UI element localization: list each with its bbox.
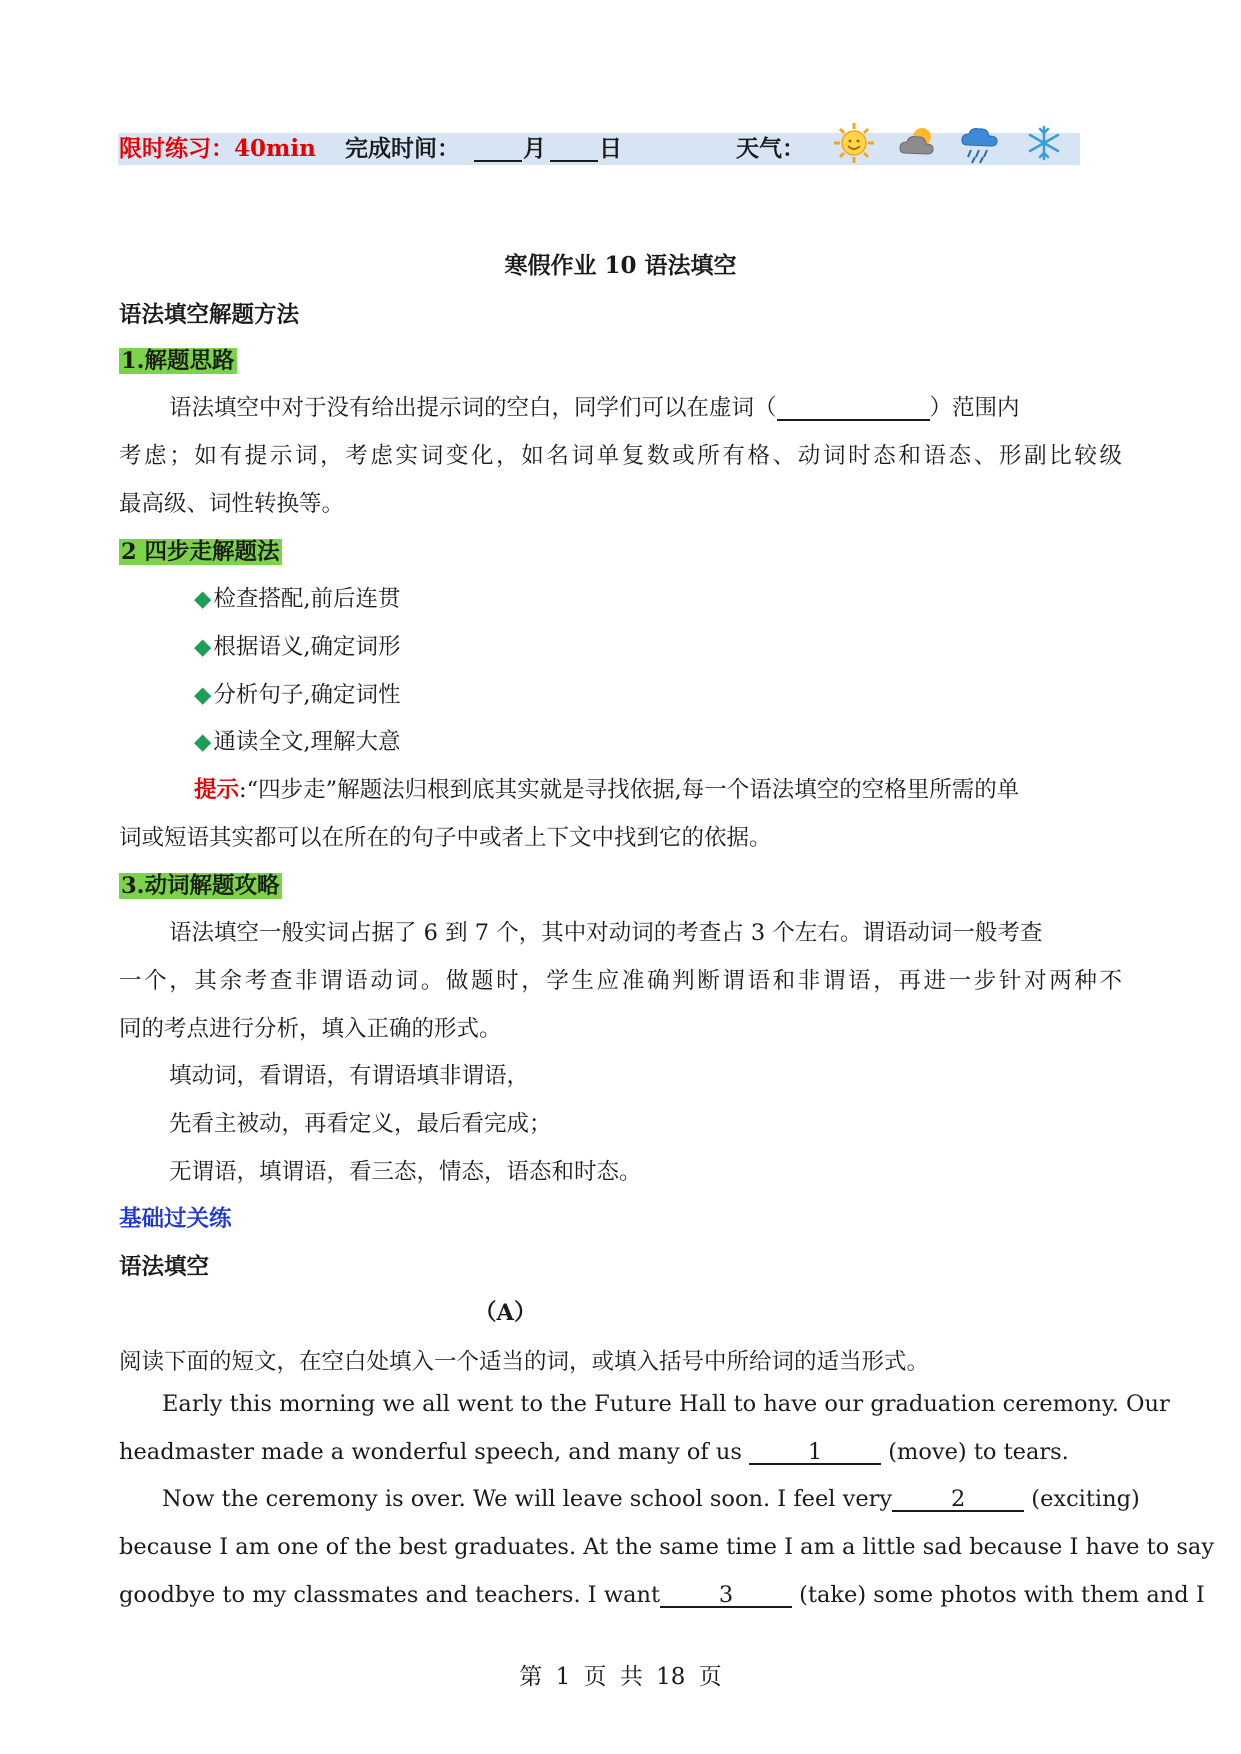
s1-line3: 最高级、词性转换等。 <box>119 491 345 517</box>
weather-label: 天气： <box>736 135 805 162</box>
passage-p2-line1-b: (exciting) <box>1024 1486 1140 1512</box>
step-item: ◆分析句子,确定词性 <box>194 682 401 708</box>
passage-p1-line2-a: headmaster made a wonderful speech, and many of us <box>119 1439 750 1465</box>
blank-2[interactable]: 2 <box>892 1488 1024 1512</box>
s1-line1-a: 语法填空中对于没有给出提示词的空白，同学们可以在虚词（ <box>169 395 777 421</box>
page-footer: 第 1 页 共 18 页 <box>519 1664 722 1690</box>
diamond-icon: ◆ <box>194 682 212 708</box>
day-label: 日 <box>599 135 622 162</box>
passage-p2-line2: because I am one of the best graduates. At the same time I am a little sad because I have to say <box>119 1534 1215 1560</box>
part-label: （A） <box>474 1300 537 1326</box>
practice-heading: 基础过关练 <box>119 1206 232 1232</box>
partly-cloudy-icon <box>895 121 941 165</box>
blank-3[interactable]: 3 <box>660 1584 792 1608</box>
completion-label: 完成时间： <box>345 135 460 162</box>
s1-heading: 1.解题思路 <box>121 348 235 374</box>
day-blank[interactable] <box>550 160 598 162</box>
rain-icon <box>958 121 1004 165</box>
step-item: ◆检查搭配,前后连贯 <box>194 586 401 612</box>
passage-p1-line2-b: (move) to tears. <box>881 1439 1069 1465</box>
instruction: 阅读下面的短文，在空白处填入一个适当的词，或填入括号中所给词的适当形式。 <box>119 1349 930 1375</box>
s2-heading: 2 四步走解题法 <box>121 539 280 565</box>
sun-icon <box>831 121 877 165</box>
diamond-icon: ◆ <box>194 729 212 755</box>
s1-line1-b: ）范围内 <box>929 395 1020 421</box>
month-label: 月 <box>523 135 546 162</box>
passage-p2-line3-b: (take) some photos with them and I <box>792 1582 1205 1608</box>
hint-line1: :“四步走”解题法归根到底其实就是寻找依据,每一个语法填空的空格里所需的单 <box>239 777 1020 803</box>
step-item: ◆根据语义,确定词形 <box>194 634 401 660</box>
s1-line2: 考虑；如有提示词，考虑实词变化，如名词单复数或所有格、动词时态和语态、形副比较级 <box>119 443 1122 469</box>
s3-line2: 一个，其余考查非谓语动词。做题时，学生应准确判断谓语和非谓语，再进一步针对两种不 <box>119 968 1122 994</box>
step-item: ◆通读全文,理解大意 <box>194 729 401 755</box>
section-heading: 语法填空解题方法 <box>119 302 300 328</box>
snowflake-icon <box>1021 121 1067 165</box>
passage-p2-line1-a: Now the ceremony is over. We will leave school soon. I feel very <box>162 1486 893 1512</box>
practice-subheading: 语法填空 <box>119 1254 210 1280</box>
blank-1[interactable]: 1 <box>749 1441 881 1465</box>
s3-line1: 语法填空一般实词占据了 6 到 7 个，其中对动词的考查占 3 个左右。谓语动词一般考查 <box>169 920 1043 946</box>
hint-line2: 词或短语其实都可以在所在的句子中或者上下文中找到它的依据。 <box>119 825 772 851</box>
page-title: 寒假作业 10 语法填空 <box>504 252 737 279</box>
time-limit: 限时练习：40min <box>119 135 316 162</box>
diamond-icon: ◆ <box>194 586 212 612</box>
s3-rule2: 先看主被动，再看定义，最后看完成； <box>169 1111 552 1137</box>
passage-p1-line1: Early this morning we all went to the Future Hall to have our graduation ceremony. Our <box>162 1391 1170 1417</box>
s3-rule1: 填动词，看谓语，有谓语填非谓语， <box>169 1063 530 1089</box>
passage-p2-line3-a: goodbye to my classmates and teachers. I want <box>119 1582 661 1608</box>
s3-rule3: 无谓语，填谓语，看三态，情态，语态和时态。 <box>169 1159 642 1185</box>
s3-heading: 3.动词解题攻略 <box>121 873 280 899</box>
s3-line3: 同的考点进行分析，填入正确的形式。 <box>119 1016 502 1042</box>
hint-label: 提示 <box>194 777 240 803</box>
month-blank[interactable] <box>474 160 522 162</box>
s1-blank[interactable] <box>777 397 930 421</box>
diamond-icon: ◆ <box>194 634 212 660</box>
